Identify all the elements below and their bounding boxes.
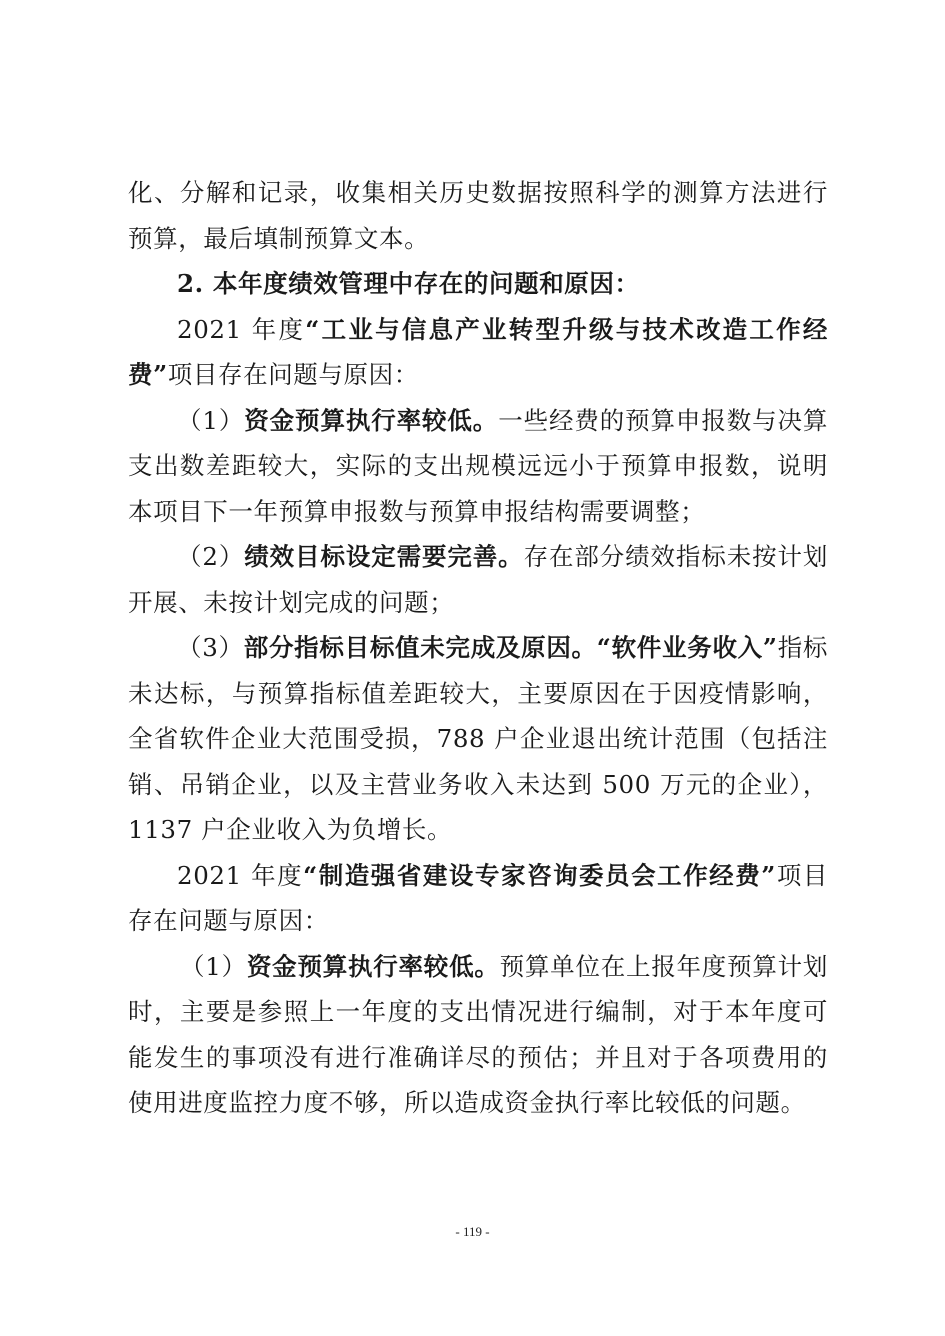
year-text: 2021 年度 bbox=[177, 314, 306, 344]
list-number: （1） bbox=[177, 405, 245, 435]
list-item-3 bbox=[128, 625, 828, 853]
section-heading-text: 2. 本年度绩效管理中存在的问题和原因： bbox=[177, 269, 640, 298]
section-heading bbox=[128, 261, 828, 307]
document-body bbox=[128, 170, 828, 1126]
list-item-text: 指标未达标，与预算指标值差距较大，主要原因在于因疫情影响，全省软件企业大范围受损，788 户企业退出统计范围（包括注销、吊销企业，以及主营业务收入未达到 500 万元的企业），1137 户企业收入为负增长。 bbox=[128, 633, 829, 844]
list-number: （2） bbox=[177, 542, 245, 571]
list-item-text: 存在部分绩效指标未按计划开展、未按计划完成的问题； bbox=[128, 542, 828, 617]
page-number: - 119 - bbox=[455, 1224, 490, 1239]
list-item-title: 部分指标目标值未完成及原因。“软件业务收入” bbox=[243, 633, 778, 662]
list-item-2 bbox=[128, 534, 828, 625]
paragraph-continuation bbox=[128, 170, 828, 261]
list-item-title: 资金预算执行率较低。 bbox=[246, 951, 500, 981]
list-item-title: 绩效目标设定需要完善。 bbox=[244, 542, 524, 571]
list-number: （3） bbox=[177, 633, 244, 662]
list-item-text: 一些经费的预算申报数与决算支出数差距较大，实际的支出规模远远小于预算申报数，说明本项目下一年预算申报数与预算申报结构需要调整； bbox=[128, 405, 828, 526]
project-name-2: “制造强省建设专家咨询委员会工作经费” bbox=[303, 860, 776, 890]
paragraph-text: 化、分解和记录，收集相关历史数据按照科学的测算方法进行预算，最后填制预算文本。 bbox=[128, 178, 828, 253]
year-text: 2021 年度 bbox=[177, 860, 304, 890]
project-name-1: “工业与信息产业转型升级与技术改造工作经费” bbox=[128, 314, 829, 389]
paragraph-text: 项目存在问题与原因： bbox=[128, 860, 828, 935]
list-item-1 bbox=[128, 398, 828, 535]
list-number: （1） bbox=[180, 951, 247, 981]
paragraph-text: 项目存在问题与原因： bbox=[167, 360, 419, 389]
paragraph-project-1 bbox=[128, 307, 828, 398]
list-item-4 bbox=[128, 944, 828, 1126]
list-item-text: 预算单位在上报年度预算计划时，主要是参照上一年度的支出情况进行编制，对于本年度可能发生的事项没有进行准确详尽的预估；并且对于各项费用的使用进度监控力度不够，所以造成资金执行率比较低的问题。 bbox=[128, 951, 828, 1117]
list-item-title: 资金预算执行率较低。 bbox=[244, 405, 499, 435]
paragraph-project-2 bbox=[128, 853, 828, 944]
